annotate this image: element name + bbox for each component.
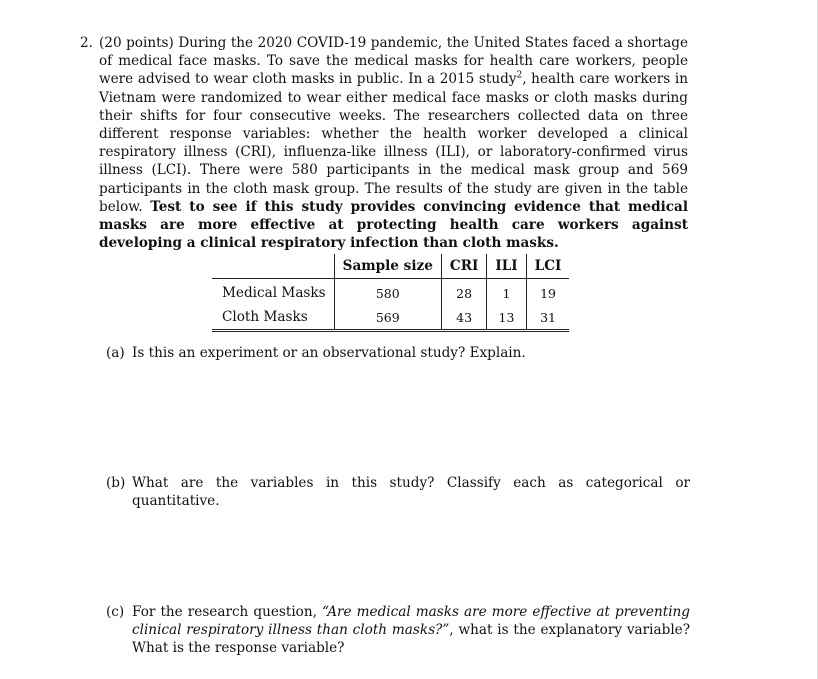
header-cri: CRI: [441, 254, 486, 279]
cell-medical-lci: 19: [526, 279, 569, 306]
problem-body: [99, 34, 688, 252]
problem-intro-part-1: During the 2020 COVID-19 pandemic, the United States faced a shortage of medical face masks. To save the medical masks for health care workers, people were advised to wear cloth masks in public. In a 2015 study: [99, 35, 688, 88]
part-c-question: [132, 603, 690, 658]
part-a: [106, 344, 690, 362]
results-table: [212, 254, 569, 332]
cell-medical-sample-size: 580: [334, 279, 441, 306]
header-lci: LCI: [526, 254, 569, 279]
cell-medical-cri: 28: [441, 279, 486, 306]
part-b-question: What are the variables in this study? Classify each as categorical or quantitative.: [132, 475, 690, 510]
header-sample-size: Sample size: [334, 254, 441, 279]
cell-cloth-ili: 13: [487, 305, 526, 331]
cell-medical-ili: 1: [487, 279, 526, 306]
table-row: [212, 305, 569, 331]
cell-cloth-sample-size: 569: [334, 305, 441, 331]
part-c-text-2: , what is the explanatory variable? What is the response variable?: [132, 622, 690, 657]
header-ili: ILI: [487, 254, 526, 279]
cell-cloth-cri: 43: [441, 305, 486, 331]
row-label-medical-masks: Medical Masks: [222, 285, 326, 301]
footnote-marker: 2: [516, 70, 523, 81]
part-b: [106, 474, 690, 510]
problem-intro-part-2: , health care workers in Vietnam were randomized to wear either medical face masks or cloth masks during their shifts for four consecutive weeks. The researchers collected data on three different response variables: whether the health worker developed a clinical respiratory illness (CRI), influenza-like illness (ILI), or laboratory-confirmed virus illness (LCI). There were 580 participants in the medical mask group and 569 participants in the cloth mask group. The results of the study are given in the table below.: [99, 71, 688, 215]
problem-bold-statement: Test to see if this study provides convincing evidence that medical masks are more effective at protecting health care workers against developing a clinical respiratory infection than cloth masks.: [99, 198, 688, 252]
row-label-cloth-masks: Cloth Masks: [222, 309, 308, 325]
table-corner-cell: [212, 254, 334, 279]
part-c-text-1: For the research question,: [132, 604, 317, 620]
part-c: [106, 603, 690, 658]
problem-number: 2.: [80, 35, 93, 51]
cell-cloth-lci: 31: [526, 305, 569, 331]
problem-points: (20 points): [99, 35, 174, 51]
table-header-row: [212, 254, 569, 279]
part-a-label: (a): [106, 345, 125, 361]
part-c-research-question: “Are medical masks are more effective at preventing clinical respiratory illness than cloth masks?”: [132, 604, 690, 639]
part-c-label: (c): [106, 604, 125, 620]
problem-statement: [80, 34, 688, 252]
part-a-question: Is this an experiment or an observational study? Explain.: [132, 345, 526, 361]
table-row: [212, 279, 569, 306]
part-b-label: (b): [106, 475, 126, 491]
